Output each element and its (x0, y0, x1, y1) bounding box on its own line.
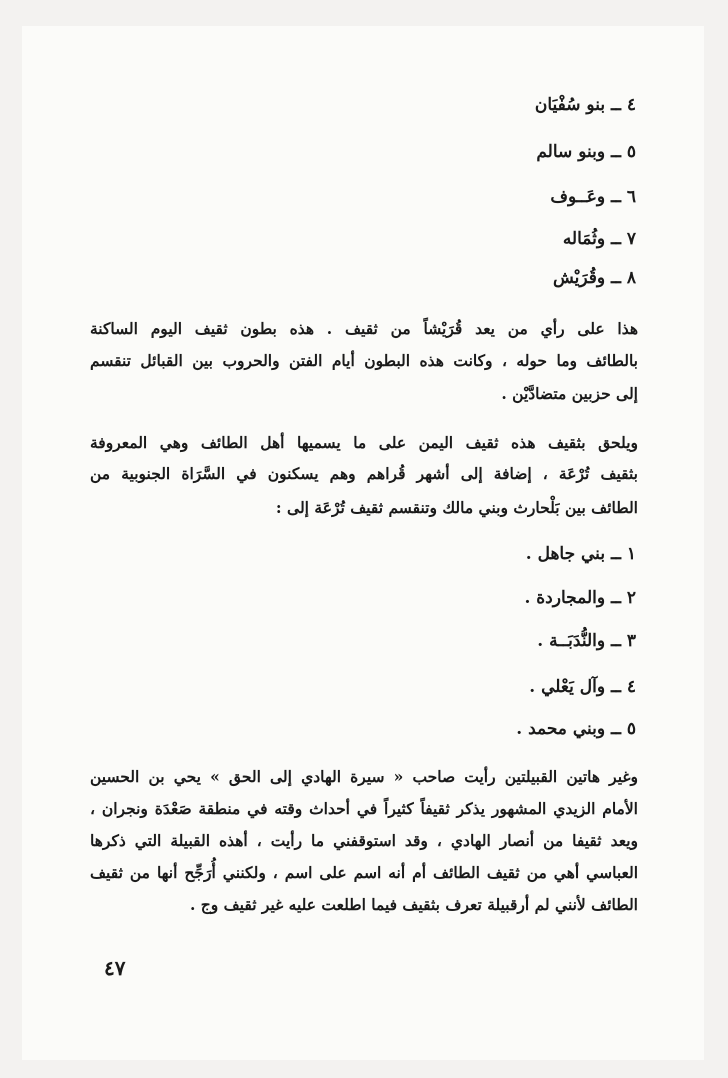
paragraph-line: هذا على رأي من يعد قُرَيْشاً من ثقيف . هذه بطون ثقيف اليوم الساكنة (90, 319, 638, 338)
paragraph-line: ويعد ثقيفا من أنصار الهادي ، وقد استوقفني ما رأيت ، أهذه القبيلة التي ذكرها (90, 831, 638, 850)
paragraph-line: إلى حزبين متضادَّيْن . (501, 384, 638, 403)
paragraph-line: بثقيف تُرْعَة ، إضافة إلى أشهر قُراهم وهم يسكنون في السَّرَاة الجنوبية من (90, 464, 638, 483)
list-item: ٥ ــ وبني محمد . (516, 719, 636, 739)
list-item: ٢ ــ والمجاردة . (524, 588, 636, 608)
paragraph-line: الطائف بين بَلْحارث وبني مالك وتنقسم ثقيف تُرْعَة إلى : (275, 498, 638, 517)
list-item: ٤ ــ بنو سُفْيَان (534, 95, 636, 115)
paragraph-line: الأمام الزيدي المشهور يذكر ثقيفاً كثيراً في أحداث وقته في منطقة صَعْدَة ونجران ، (90, 799, 638, 818)
paragraph-line: وغير هاتين القبيلتين رأيت صاحب « سيرة الهادي إلى الحق » يحي بن الحسين (90, 767, 638, 786)
list-item: ٥ ــ وبنو سالم (536, 142, 636, 162)
page-number: ٤٧ (104, 956, 126, 980)
paragraph-line: بالطائف وما حوله ، وكانت هذه البطون أيام الفتن والحروب بين القبائل تنقسم (90, 351, 638, 370)
list-item: ١ ــ بني جاهل . (525, 544, 636, 564)
paragraph-line: العباسي أهي من ثقيف الطائف أم أنه اسم على اسم ، ولكنني أُرَجِّح أنها من ثقيف (90, 863, 638, 882)
list-item: ٣ ــ والنُّدَبَــة . (537, 631, 636, 651)
paragraph-line: الطائف لأنني لم أرقبيلة تعرف بثقيف فيما اطلعت عليه غير ثقيف وج . (189, 895, 638, 914)
paragraph-line: ويلحق بثقيف هذه ثقيف اليمن على ما يسميها أهل الطائف وهي المعروفة (90, 433, 638, 452)
list-item: ٦ ــ وعَــوف (550, 187, 636, 207)
list-item: ٧ ــ وثُمَاله (562, 229, 636, 249)
list-item: ٤ ــ وآل يَعْلي . (529, 677, 636, 697)
list-item: ٨ ــ وقُرَيْش (552, 268, 636, 288)
